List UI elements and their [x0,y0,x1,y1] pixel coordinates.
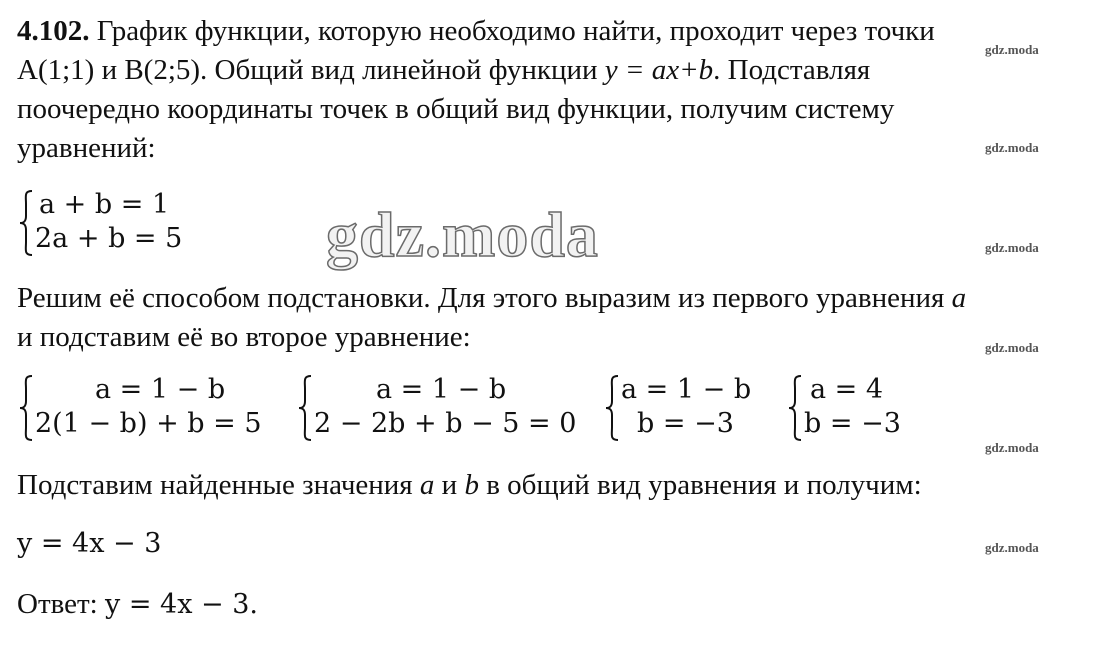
equation-system-4 [603,373,773,445]
paragraph-2-line-2 [17,318,471,356]
answer-line [17,585,258,624]
system-5-row-1: a = 4 [810,374,884,405]
paragraph-3-post: в общий вид уравнения и получим: [478,469,922,501]
variable-a: a [419,469,435,501]
equation-system-1 [17,188,217,260]
paragraph-3-pre: Подставим найденные значения [17,469,420,501]
brace-icon [296,373,314,443]
watermark-small-2: gdz.moda [985,140,1039,155]
system-2-row-1: a = 1 − b [95,374,226,405]
system-4-row-1: a = 1 − b [621,374,752,405]
watermark-small-6: gdz.moda [985,540,1039,555]
problem-text-3: поочередно координаты точек в общий вид функции, получим систему [17,93,895,125]
watermark-small-4: gdz.moda [985,340,1039,355]
watermark-small-1: gdz.moda [985,42,1039,57]
paragraph-3-mid: и [434,469,465,501]
system-4-row-2: b = −3 [637,408,734,439]
problem-line-2 [17,51,870,89]
problem-text-2-post: . Подставляя [713,54,871,86]
system-1-row-1: a + b = 1 [39,189,170,220]
paragraph-3 [17,466,922,504]
answer-formula: y = 4x − 3. [105,589,258,620]
problem-text-1: График функции, которую необходимо найти, проходит через точки [96,15,935,47]
problem-line-4 [17,129,156,167]
paragraph-2-text-1: Решим её способом подстановки. Для этого выразим из первого уравнения [17,282,952,314]
system-2-row-2: 2(1 − b) + b = 5 [35,408,262,439]
brace-icon [17,373,35,443]
problem-line-3 [17,90,894,128]
paragraph-2-text-2: и подставим её во второе уравнение: [17,321,471,353]
variable-b: b [464,469,479,501]
problem-number: 4.102. [17,15,90,47]
answer-label: Ответ: [17,588,105,620]
brace-icon [603,373,621,443]
equation-system-5 [786,373,926,445]
system-1-row-2: 2a + b = 5 [35,223,183,254]
problem-text-4: уравнений: [17,132,156,164]
system-3-row-1: a = 1 − b [376,374,507,405]
system-5-row-2: b = −3 [804,408,901,439]
result-formula: y = 4x − 3 [17,528,162,559]
equation-system-2 [17,373,277,445]
linear-function-formula: y = ax+b [604,54,714,86]
variable-a: a [951,282,967,314]
watermark-small-3: gdz.moda [985,240,1039,255]
system-3-row-2: 2 − 2b + b − 5 = 0 [314,408,577,439]
paragraph-2-line-1 [17,279,966,317]
problem-text-2-pre: A(1;1) и B(2;5). Общий вид линейной функции [17,54,605,86]
watermark-small-5: gdz.moda [985,440,1039,455]
equation-system-3 [296,373,586,445]
watermark-logo: gdz.moda [326,199,599,270]
brace-icon [786,373,804,443]
brace-icon [17,188,35,258]
problem-line-1 [17,12,935,50]
